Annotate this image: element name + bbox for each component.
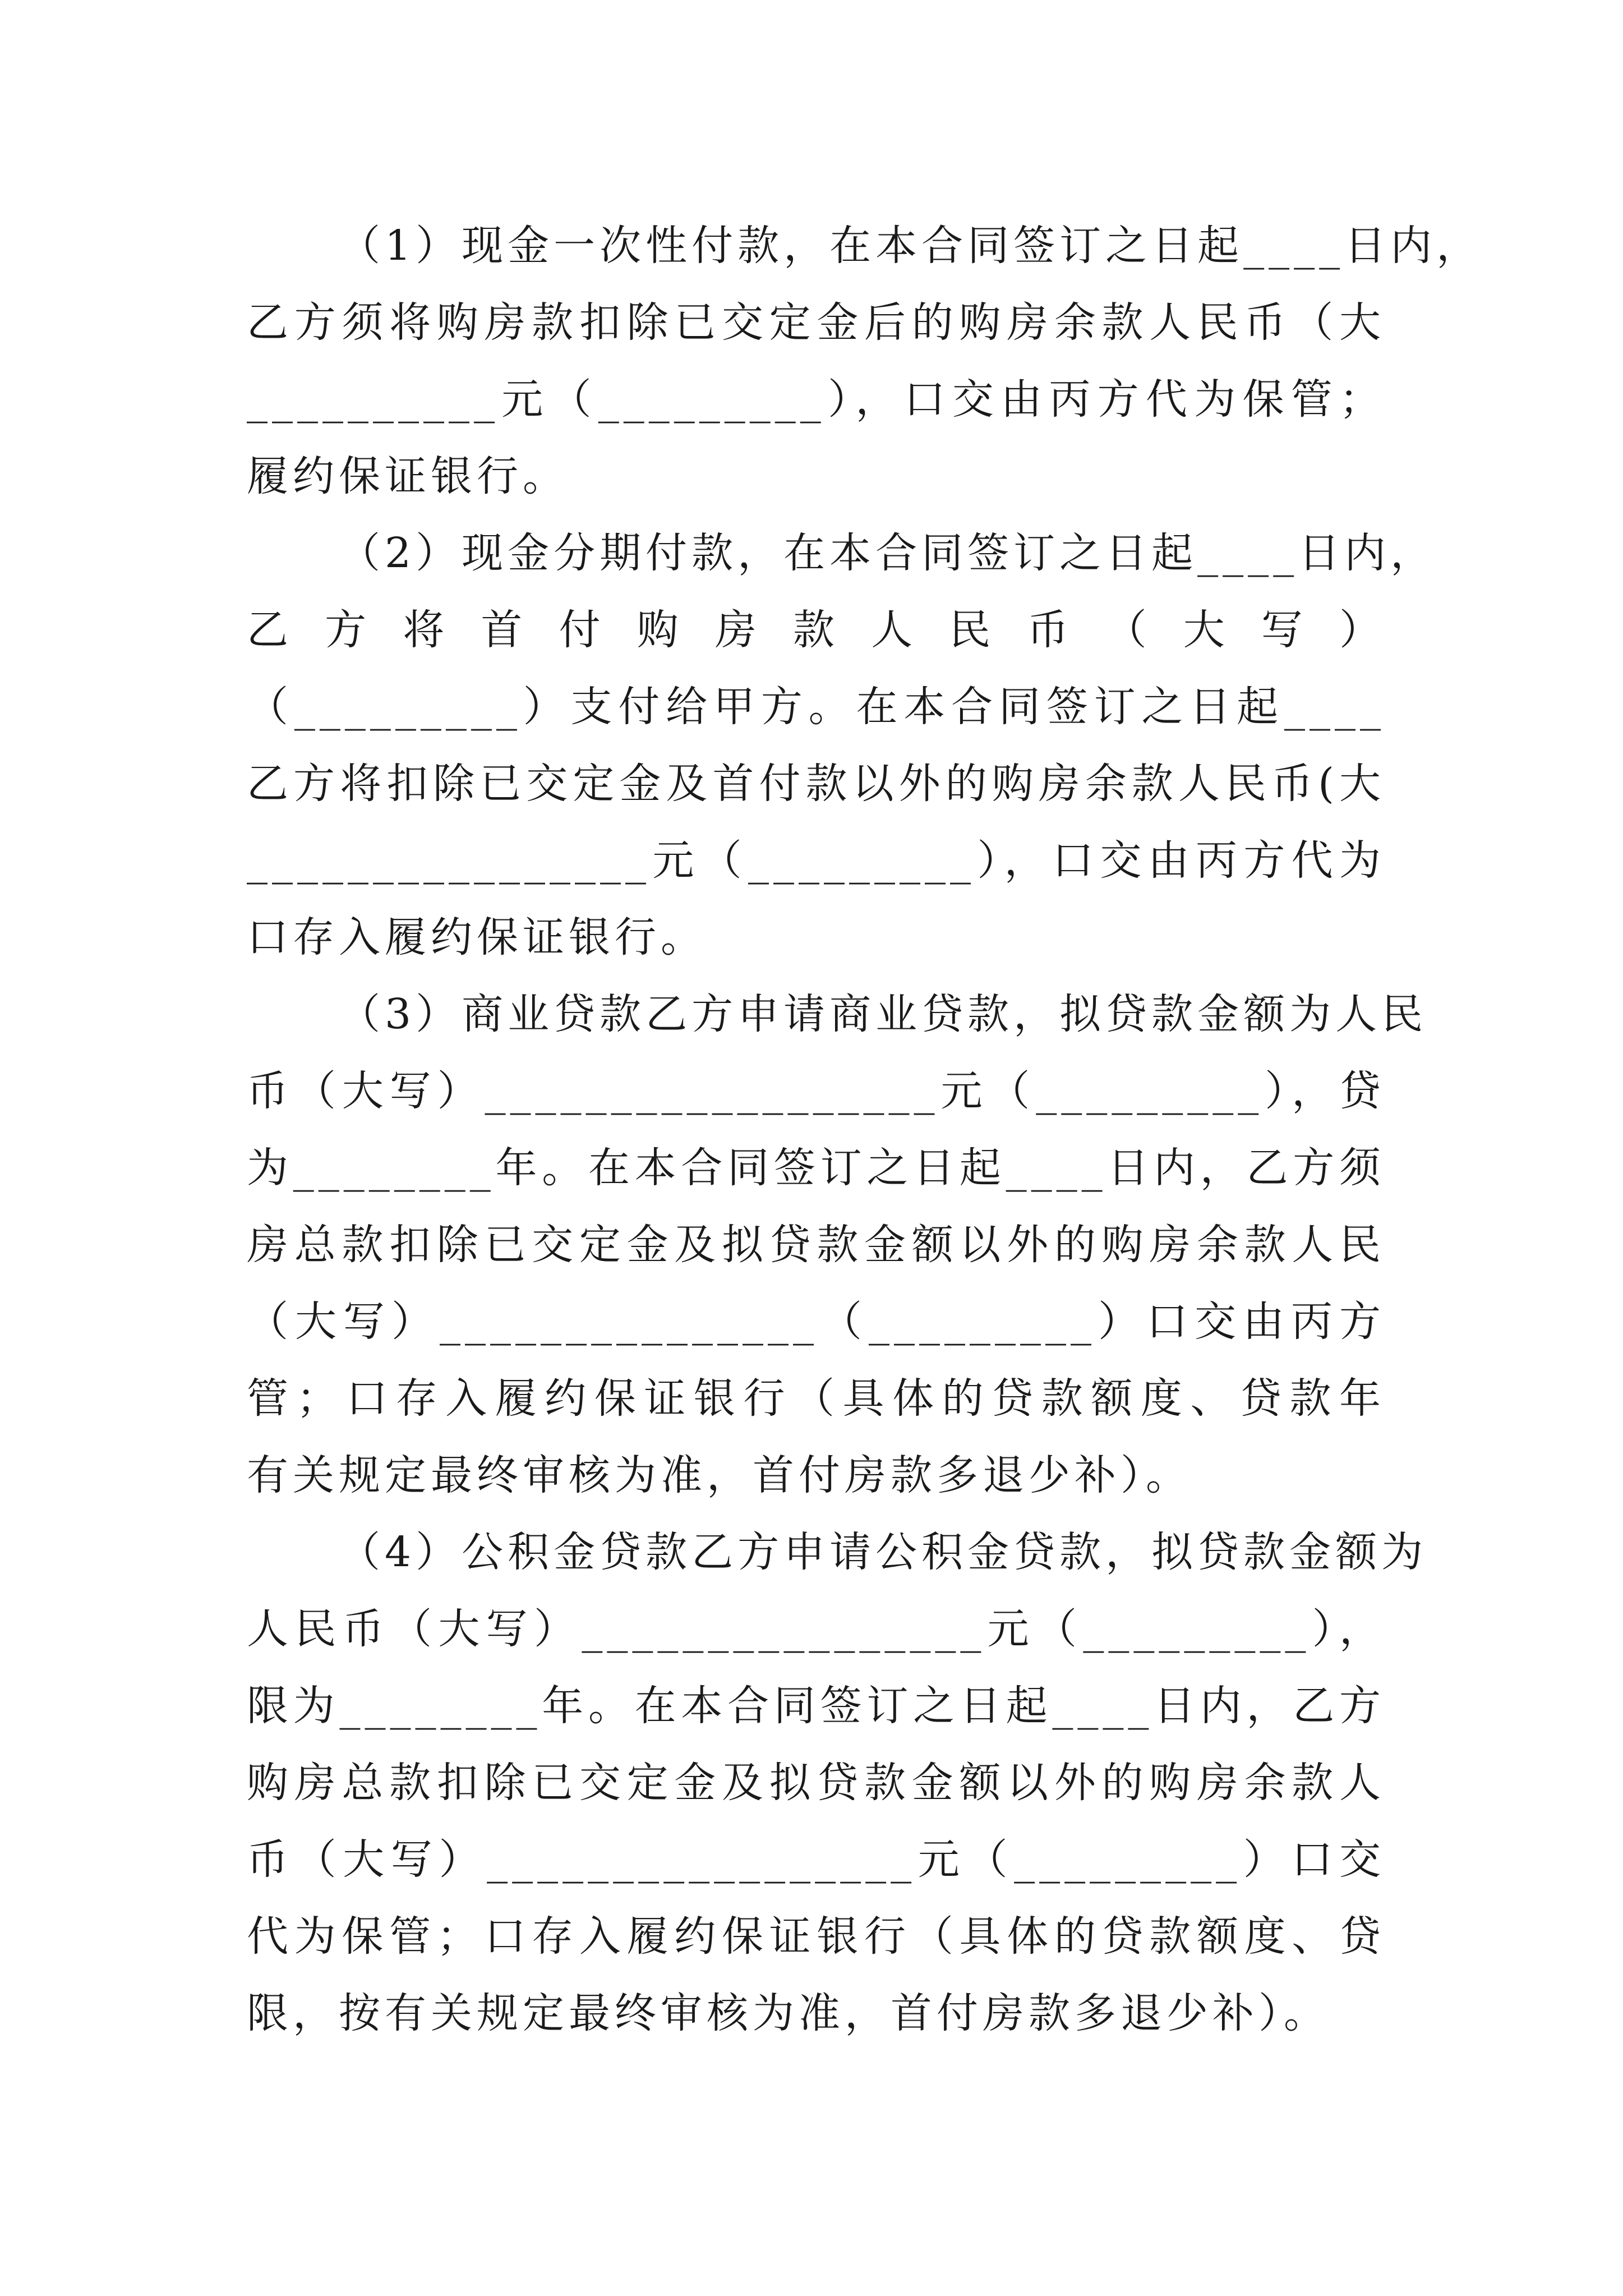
text-line: __________元（_________），口交由丙方代为保管； [247, 375, 1385, 424]
text-line: （3）商业贷款乙方申请商业贷款，拟贷款金额为人民 [339, 990, 1428, 1038]
paragraph-provident-fund-loan [247, 1514, 1428, 2052]
paragraph-cash-lump-sum [247, 208, 1483, 515]
text-line: 口存入履约保证银行。 [247, 913, 707, 961]
text-line: （4）公积金贷款乙方申请公积金贷款，拟贷款金额为 [339, 1528, 1428, 1576]
text-line: 代为保管；口存入履约保证银行（具体的贷款额度、贷 [247, 1912, 1385, 1961]
text-line: （1）现金一次性付款，在本合同签订之日起____日内， [339, 222, 1483, 270]
paragraph-cash-installment [247, 515, 1437, 976]
text-line: 购房总款扣除已交定金及拟贷款金额以外的购房余款人 [247, 1759, 1385, 1807]
text-line: 乙方将首付购房款人民币（大写） [247, 606, 1385, 654]
contract-payment-clauses [247, 208, 1483, 2052]
text-line: 人民币（大写）________________元（_________）， [247, 1605, 1385, 1653]
text-line: （大写）_______________（_________）口交由丙方 [247, 1297, 1385, 1346]
paragraph-commercial-loan [247, 976, 1428, 1514]
text-line: （_________）支付给甲方。在本合同签订之日起____ [247, 683, 1385, 731]
text-line: 履约保证银行。 [247, 452, 569, 500]
text-line: 限，按有关规定最终审核为准，首付房款多退少补）。 [247, 1989, 1330, 2037]
text-line: 为________年。在本合同签订之日起____日内，乙方须 [247, 1144, 1385, 1192]
text-line: 管；口存入履约保证银行（具体的贷款额度、贷款年 [247, 1374, 1385, 1423]
text-line: 币（大写）_________________元（_________）口交 [247, 1835, 1385, 1884]
text-line: （2）现金分期付款，在本合同签订之日起____日内， [339, 529, 1437, 577]
text-line: 有关规定最终审核为准，首付房款多退少补）。 [247, 1451, 1192, 1499]
text-line: ________________元（_________），口交由丙方代为 [247, 836, 1385, 885]
text-line: 币（大写）__________________元（_________），贷 [247, 1067, 1385, 1115]
text-line: 乙方将扣除已交定金及首付款以外的购房余款人民币(大 [247, 760, 1385, 808]
text-line: 限为________年。在本合同签订之日起____日内，乙方 [247, 1682, 1385, 1730]
text-line: 房总款扣除已交定金及拟贷款金额以外的购房余款人民 [247, 1221, 1385, 1269]
text-line: 乙方须将购房款扣除已交定金后的购房余款人民币（大 [247, 298, 1385, 347]
